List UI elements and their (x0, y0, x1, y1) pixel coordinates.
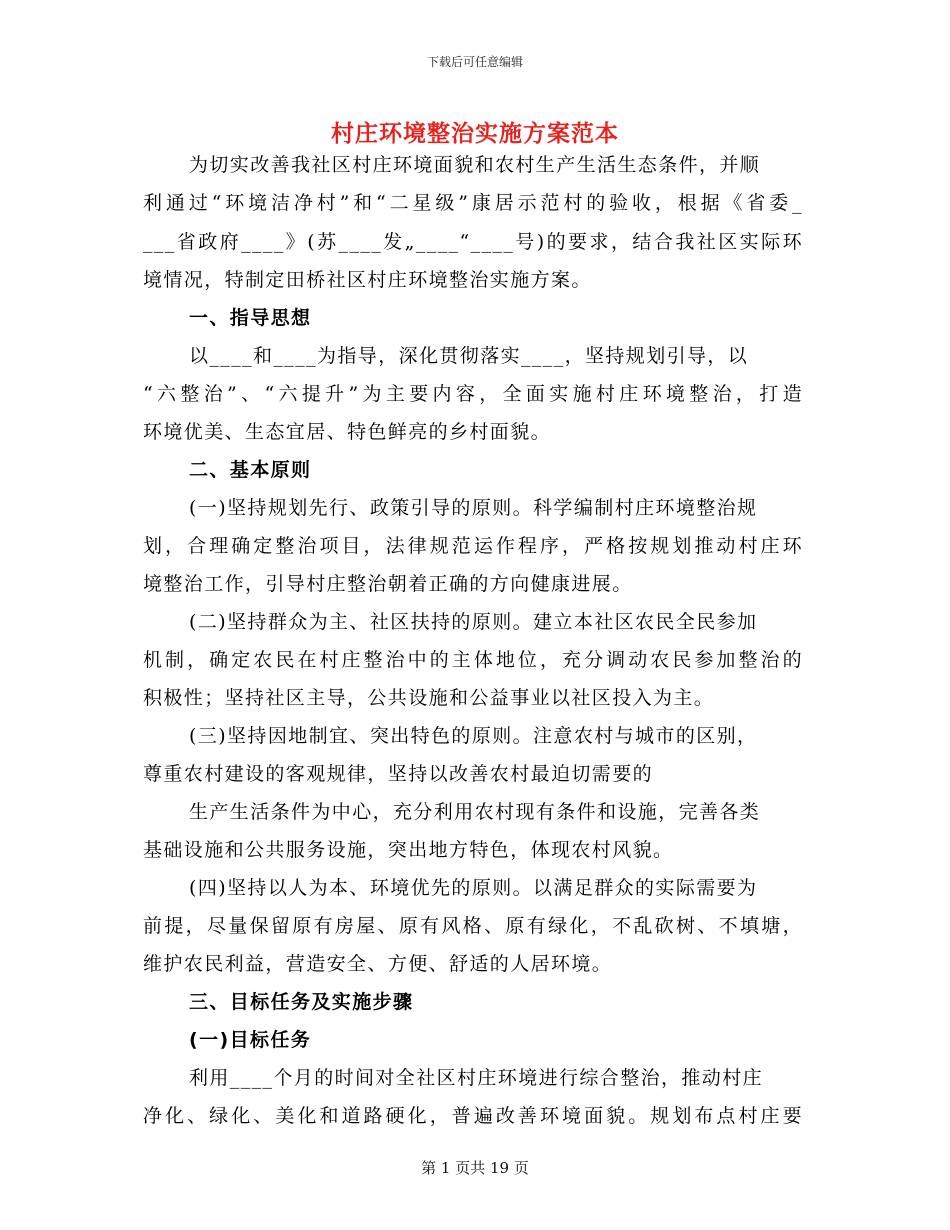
paragraph-line: 维护农民利益，营造安全、方便、舒适的人居环境。 (143, 953, 613, 975)
section-heading: 三、目标任务及实施步骤 (189, 991, 414, 1013)
paragraph-line: 积极性；坚持社区主导，公共设施和公益事业以社区投入为主。 (143, 687, 715, 709)
paragraph-line: 尊重农村建设的客观规律，坚持以改善农村最迫切需要的 (143, 763, 654, 785)
paragraph-line: 划，合理确定整治项目，法律规范运作程序，严格按规划推动村庄环 (143, 535, 803, 557)
paragraph-line: ___省政府____》(苏____发„____“____号)的要求，结合我社区实际环 (143, 231, 803, 253)
paragraph-line: 以____和____为指导，深化贯彻落实____，坚持规划引导，以 (189, 345, 749, 367)
paragraph-line: 境情况，特制定田桥社区村庄环境整治实施方案。 (143, 269, 592, 291)
paragraph-line: 生产生活条件为中心，充分利用农村现有条件和设施，完善各类 (189, 801, 761, 823)
paragraph-line: “六整治”、“六提升”为主要内容，全面实施村庄环境整治，打造 (143, 383, 803, 405)
paragraph-line: 净化、绿化、美化和道路硬化，普遍改善环境面貌。规划布点村庄要 (143, 1105, 803, 1127)
section-heading: 二、基本原则 (189, 459, 312, 481)
paragraph-line: 基础设施和公共服务设施，突出地方特色，体现农村风貌。 (143, 839, 674, 861)
document-title: 村庄环境整治实施方案范本 (331, 120, 619, 147)
paragraph-line: 利用____个月的时间对全社区村庄环境进行综合整治，推动村庄 (189, 1067, 764, 1089)
paragraph-line: 前提，尽量保留原有房屋、原有风格、原有绿化，不乱砍树、不填塘， (143, 915, 803, 937)
page-footer: 第 1 页共 19 页 (421, 1159, 529, 1177)
paragraph-line: 境整治工作，引导村庄整治朝着正确的方向健康进展。 (143, 573, 633, 595)
paragraph-line: (一)坚持规划先行、政策引导的原则。科学编制村庄环境整治规 (189, 497, 758, 519)
paragraph-line: 机制，确定农民在村庄整治中的主体地位，充分调动农民参加整治的 (143, 649, 803, 671)
paragraph-line: (三)坚持因地制宜、突出特色的原则。注意农村与城市的区别， (189, 725, 758, 747)
subsection-heading: (一)目标任务 (189, 1029, 312, 1051)
paragraph-line: 利通过“环境洁净村”和“二星级”康居示范村的验收，根据《省委_ (143, 192, 803, 214)
page-header: 下载后可任意编辑 (426, 55, 523, 69)
section-heading: 一、指导思想 (189, 307, 312, 329)
paragraph-line: 环境优美、生态宜居、特色鲜亮的乡村面貌。 (143, 421, 552, 443)
paragraph-line: 为切实改善我社区村庄环境面貌和农村生产生活生态条件，并顺 (189, 154, 761, 176)
paragraph-line: (二)坚持群众为主、社区扶持的原则。建立本社区农民全民参加 (189, 611, 758, 633)
paragraph-line: (四)坚持以人为本、环境优先的原则。以满足群众的实际需要为 (189, 877, 758, 899)
